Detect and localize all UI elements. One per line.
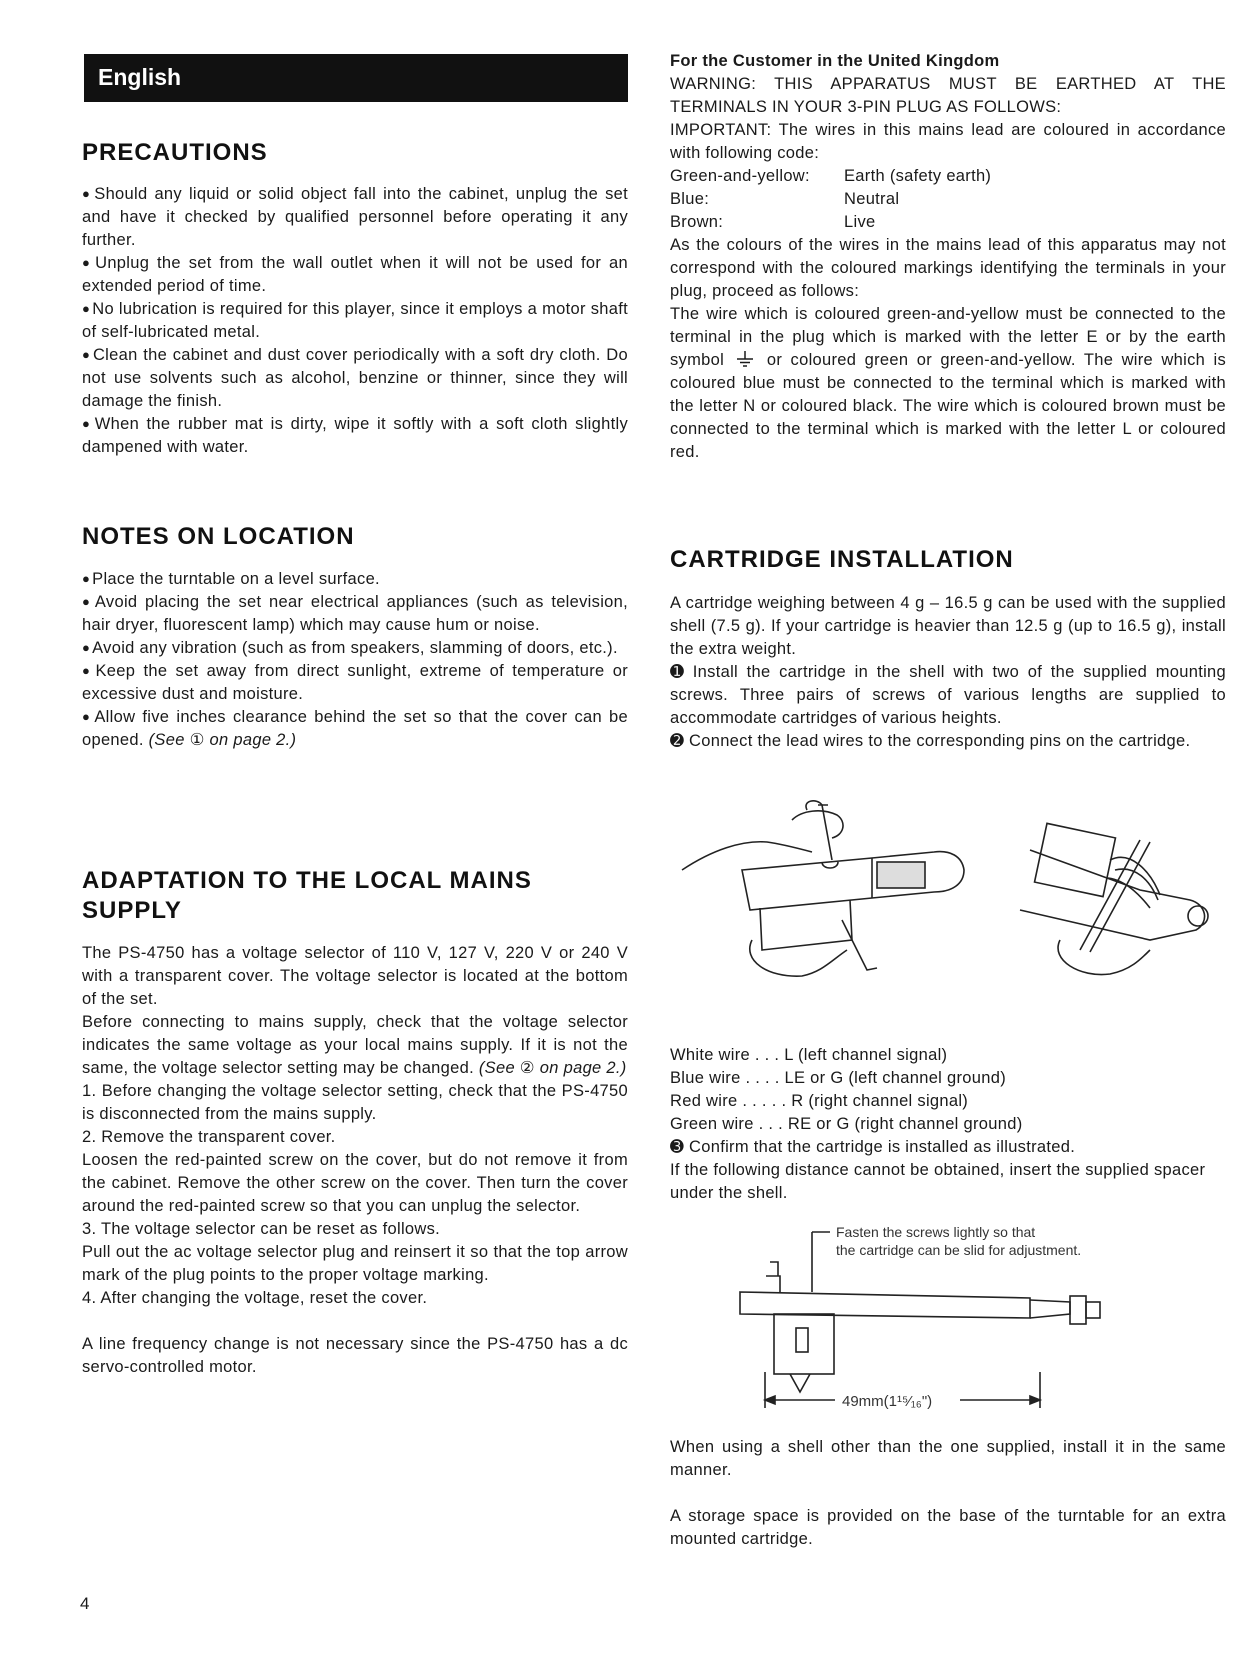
dimension-arrow-right [1030, 1396, 1040, 1404]
screwdriver [818, 805, 832, 860]
mains-paragraph: Before connecting to mains supply, check that the voltage selector indicates the same voltage as your local mains supply. If it is not the same, the voltage selector setting may be changed. [82, 1013, 628, 1077]
shell-body [742, 852, 964, 910]
mains-step: 4. After changing the voltage, reset the cover. [82, 1289, 428, 1307]
cartridge-paragraph: When using a shell other than the one supplied, install it in the same manner. [670, 1438, 1226, 1479]
location-item: ● Avoid placing the set near electrical appliances (such as television, hair dryer, fluorescent lamp) which may cause hum or noise. [82, 591, 628, 637]
cartridge-body-2 [1035, 823, 1116, 896]
shell-arm-tail [1030, 1300, 1070, 1318]
location-item: ● Place the turntable on a level surface. [82, 568, 628, 591]
location-item: ● Allow five inches clearance behind the set so that the cover can be opened. [82, 708, 628, 749]
mains-page-ref: (See ② on page 2.) [478, 1059, 627, 1077]
wire-code-item: Green wire . . . RE or G (right channel ground) [670, 1115, 1023, 1133]
uk-paragraph: As the colours of the wires in the mains lead of this apparatus may not correspond with the coloured markings identifying the terminals in your plug, proceed as follows: [670, 236, 1226, 300]
diagram-note-line2: the cartridge can be slid for adjustment. [836, 1242, 1082, 1258]
precaution-item: ● Unplug the set from the wall outlet when it will not be used for an extended period of time. [82, 252, 628, 298]
mains-step: 3. The voltage selector can be reset as follows. [82, 1220, 441, 1238]
uk-paragraph: The wire which is coloured green-and-yellow must be connected to the terminal in the plug which is marked with the letter E or by the earth symbol [670, 305, 1226, 369]
connector-plug [1086, 1302, 1100, 1318]
cartridge-intro [670, 592, 1226, 753]
cartridge-step: Install the cartridge in the shell with two of the supplied mounting screws. Three pairs of screws of various lengths are supplied to accommodate cartridges of various heights. [670, 663, 1226, 727]
mains-heading-line1: ADAPTATION TO THE LOCAL MAINS [82, 867, 532, 894]
hand-right-outline [792, 801, 843, 838]
language-header-bar [84, 54, 628, 102]
cartridge-screw [796, 1328, 808, 1352]
cartridge-paragraph: If the following distance cannot be obtained, insert the supplied spacer under the shell. [670, 1161, 1206, 1202]
mains-paragraph: A line frequency change is not necessary since the PS-4750 has a dc servo-controlled motor. [82, 1335, 628, 1376]
hand-2 [1058, 940, 1150, 975]
shell-distance-diagram [730, 1222, 1150, 1412]
lead-wires-illustration [1000, 800, 1226, 980]
stylus [790, 1374, 810, 1392]
page-number: 4 [80, 1594, 90, 1613]
step-2-marker: ➋ [670, 732, 685, 750]
cartridge-install-illustration [672, 800, 992, 980]
precaution-item: ● No lubrication is required for this player, since it employs a motor shaft of self-lubricated metal. [82, 298, 628, 344]
location-page-ref: (See ① on page 2.) [148, 731, 297, 749]
cartridge-step: Connect the lead wires to the corresponding pins on the cartridge. [689, 732, 1191, 750]
location-item: ● Keep the set away from direct sunlight, extreme of temperature or excessive dust and moisture. [82, 660, 628, 706]
precaution-item: ● When the rubber mat is dirty, wipe it softly with a soft cloth slightly dampened with water. [82, 413, 628, 459]
cartridge-heading: CARTRIDGE INSTALLATION [670, 546, 1014, 573]
mains-step-detail: Loosen the red-painted screw on the cover, but do not remove it from the cabinet. Remove the other screw on the cover. Then turn the cover around the red-painted screw so that you can unplug the selector. [82, 1151, 628, 1215]
mains-body [82, 942, 628, 1379]
precaution-item: ● Clean the cabinet and dust cover periodically with a soft dry cloth. Do not use solvents such as alcohol, benzine or thinner, since they will damage the finish. [82, 344, 628, 413]
wire-code-item: Blue wire . . . . LE or G (left channel ground) [670, 1069, 1007, 1087]
precautions-list [82, 183, 628, 459]
wire-code-item: White wire . . . L (left channel signal) [670, 1046, 948, 1064]
lead-wires [1108, 857, 1160, 908]
location-heading: NOTES ON LOCATION [82, 523, 355, 550]
shell-body-2 [1020, 850, 1205, 940]
step-3-marker: ➌ [670, 1138, 685, 1156]
uk-important: IMPORTANT: The wires in this mains lead are coloured in accordance with following code: [670, 121, 1226, 162]
mains-step: 1. Before changing the voltage selector setting, check that the PS-4750 is disconnected from the mains supply. [82, 1082, 628, 1123]
cartridge-paragraph: A storage space is provided on the base of the turntable for an extra mounted cartridge. [670, 1507, 1226, 1548]
uk-section [670, 50, 1226, 464]
finger-lift [766, 1262, 780, 1292]
language-label: English [98, 64, 182, 90]
mains-step: 2. Remove the transparent cover. [82, 1128, 336, 1146]
earth-symbol-icon [735, 350, 755, 368]
mains-paragraph: The PS-4750 has a voltage selector of 110 V, 127 V, 220 V or 240 V with a transparent cover. The voltage selector is located at the bottom of the set. [82, 944, 628, 1008]
colour-code-row: Blue: Neutral [670, 190, 900, 208]
dimension-arrow-left [765, 1396, 775, 1404]
cartridge-side [774, 1314, 834, 1374]
colour-code-row: Green-and-yellow: Earth (safety earth) [670, 167, 992, 185]
colour-code-row: Brown: Live [670, 213, 876, 231]
location-item: ● Avoid any vibration (such as from speakers, slamming of doors, etc.). [82, 637, 628, 660]
wire-code-item: Red wire . . . . . R (right channel signal) [670, 1092, 969, 1110]
shell-label-plate [877, 862, 925, 888]
wire-code-list [670, 1044, 1226, 1205]
step-1-marker: ➊ [670, 663, 685, 681]
cartridge-step: Confirm that the cartridge is installed as illustrated. [689, 1138, 1076, 1156]
connector-collar [1070, 1296, 1086, 1324]
uk-paragraph-cont: or coloured green or green-and-yellow. The wire which is coloured blue must be connected to the terminal which is marked with the letter N or coloured black. The wire which is coloured brown must be connected to the terminal which is marked with the letter L or coloured red. [670, 351, 1227, 461]
mains-heading-line2: SUPPLY [82, 897, 182, 924]
cartridge-closing [670, 1436, 1226, 1551]
dimension-label: 49mm(1¹⁵⁄₁₆") [842, 1393, 933, 1410]
uk-warning: WARNING: THIS APPARATUS MUST BE EARTHED AT THE TERMINALS IN YOUR 3-PIN PLUG AS FOLLOWS: [670, 75, 1226, 116]
stylus-guard [842, 920, 877, 970]
mains-step-detail: Pull out the ac voltage selector plug and reinsert it so that the top arrow mark of the plug points to the proper voltage marking. [82, 1243, 628, 1284]
uk-heading: For the Customer in the United Kingdom [670, 52, 1000, 70]
precaution-item: ● Should any liquid or solid object fall into the cabinet, unplug the set and have it checked by qualified personnel before operating it any further. [82, 183, 628, 252]
precautions-heading: PRECAUTIONS [82, 139, 268, 166]
callout-leader [812, 1232, 830, 1292]
cartridge-paragraph: A cartridge weighing between 4 g – 16.5 g can be used with the supplied shell (7.5 g). If your cartridge is heavier than 12.5 g (up to 16.5 g), install the extra weight. [670, 594, 1226, 658]
mains-heading [82, 866, 532, 926]
location-list [82, 568, 628, 752]
diagram-note-line1: Fasten the screws lightly so that [836, 1224, 1036, 1240]
